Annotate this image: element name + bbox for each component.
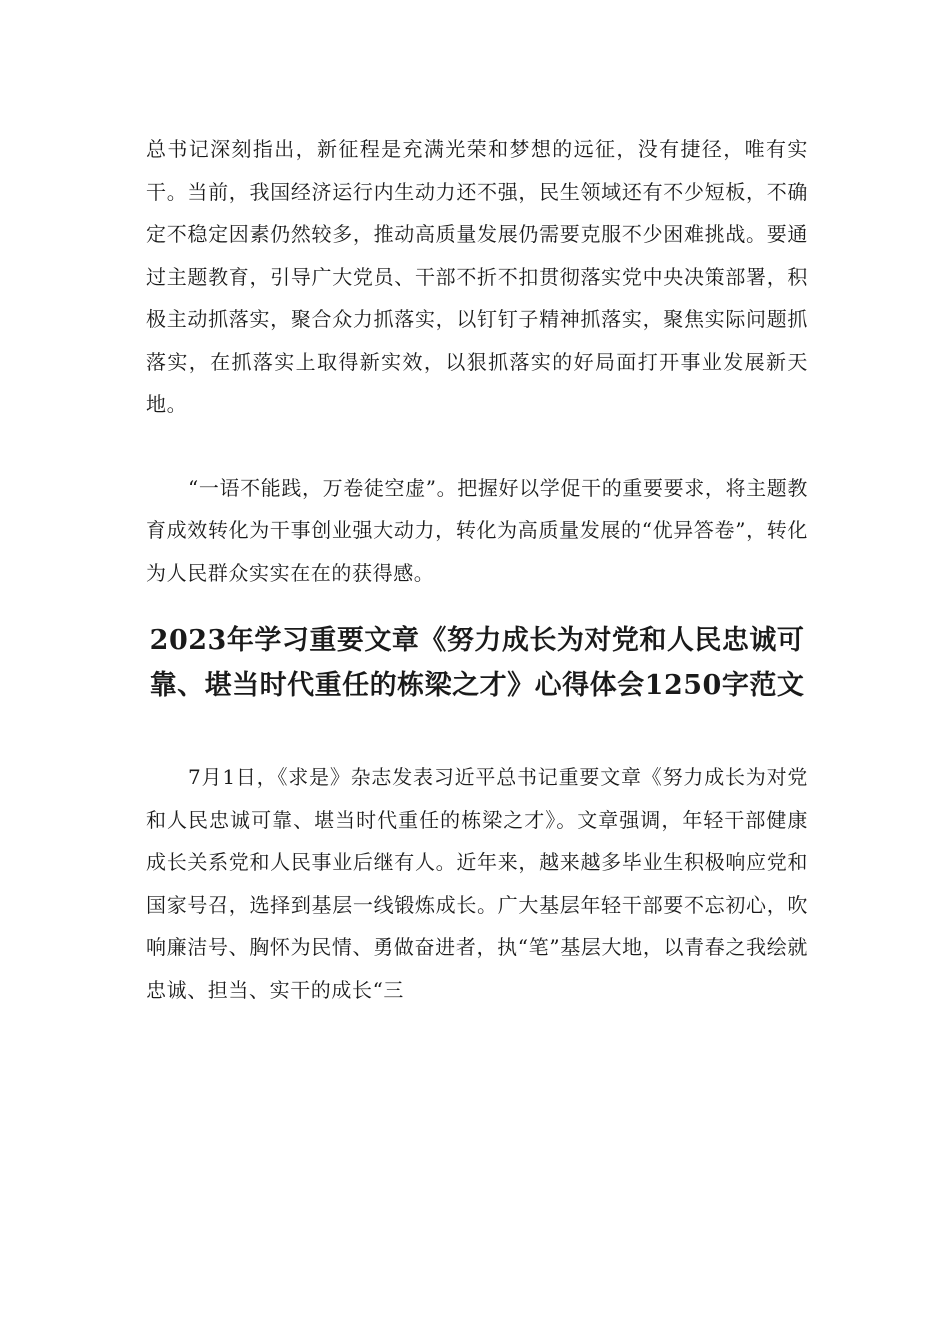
body-paragraph: 7月1日，《求是》杂志发表习近平总书记重要文章《努力成长为对党和人民忠诚可靠、堪当时代重任的栋梁之才》。文章强调，年轻干部健康成长关系党和人民事业后继有人。近年来，越来越多毕业生积极响应党和国家号召，选择到基层一线锻炼成长。广大基层年轻干部要不忘初心，吹响廉洁号、胸怀为民情、勇做奋进者，执“笔”基层大地，以青春之我绘就忠诚、担当、实干的成长“三 [146,765,808,1002]
article-heading: 2023年学习重要文章《努力成长为对党和人民忠诚可靠、堪当时代重任的栋梁之才》心得体会1250字范文 [149,625,805,701]
document-page [146,128,808,1011]
body-paragraph: “一语不能践，万卷徒空虚”。把握好以学促干的重要要求，将主题教育成效转化为干事创业强大动力，转化为高质量发展的“优异答卷”，转化为人民群众实实在在的获得感。 [146,475,808,585]
body-paragraph: 总书记深刻指出，新征程是充满光荣和梦想的远征，没有捷径，唯有实干。当前，我国经济运行内生动力还不强，民生领域还有不少短板，不确定不稳定因素仍然较多，推动高质量发展仍需要克服不少困难挑战。要通过主题教育，引导广大党员、干部不折不扣贯彻落实党中央决策部署，积极主动抓落实，聚合众力抓落实，以钉钉子精神抓落实，聚焦实际问题抓落实，在抓落实上取得新实效，以狠抓落实的好局面打开事业发展新天地。 [146,137,808,416]
